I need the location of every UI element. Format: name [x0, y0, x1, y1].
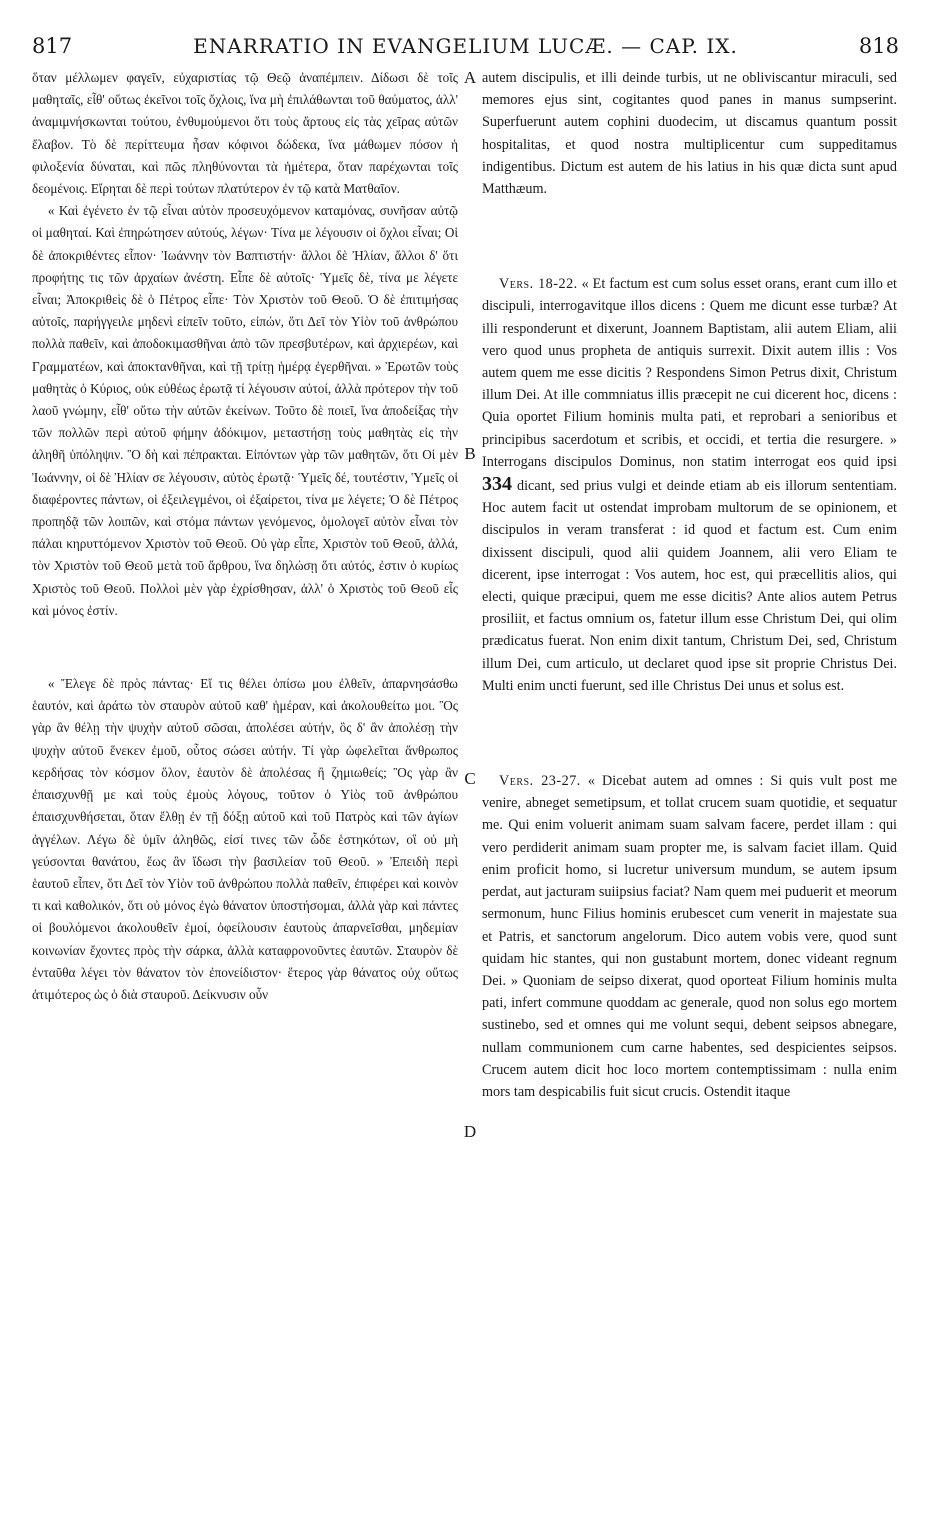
page-header — [0, 0, 931, 62]
column-number: 334 — [482, 473, 512, 496]
greek-paragraph-2: « Καὶ ἐγένετο ἐν τῷ εἶναι αὐτὸν προσευχόμενον καταμόνας, συνῆσαν αὐτῷ οἱ μαθηταί. Καὶ ἐπηρώτησεν αὐτούς, λέγων· Τίνα με λέγουσιν οἱ ὄχλοι εἶναι; Οἱ δὲ ἀποκριθέντες εἶπον· Ἰωάννην τὸν Βαπτιστήν· ἄλλοι δὲ Ἠλίαν, ἄλλοι δ' ὅτι προφήτης τις τῶν ἀρχαίων ἀνέστη. Εἶπε δὲ αὐτοῖς· Ὑμεῖς δὲ, τίνα με λέγετε εἶναι; Ἀποκριθεὶς δὲ ὁ Πέτρος εἶπε· Τὸν Χριστὸν τοῦ Θεοῦ. Ὁ δὲ ἐπιτιμήσας αὐτοῖς, παρήγγειλε μηδενὶ εἰπεῖν τοῦτο, εἰπών, ὅτι Δεῖ τὸν Υἱὸν τοῦ ἀνθρώπου πολλὰ παθεῖν, καὶ ἀποδοκιμασθῆναι ἀπὸ τῶν πρεσβυτέρων, καὶ ἀρχιερέων, καὶ Γραμματέων, καὶ ἀποκτανθῆναι, καὶ τῇ τρίτῃ ἡμέρᾳ ἐγερθῆναι. » Ἐρωτῶν τοὺς μαθητὰς ὁ Κύριος, οὐκ εὐθέως ἐρωτᾷ τί λέγουσιν αὐτοί, ἀλλὰ πρότερον τὴν τοῦ λαοῦ γνώμην, εἶθ' οὕτω τὴν αὐτῶν ἐκείνων. Τοῦτο δὲ ποιεῖ, ἵνα ἀποδείξας τὴν τῶν πολλῶν περὶ αὐτοῦ φήμην ἀδόκιμον, μεταστήσῃ τοὺς μαθητὰς εἰς τὴν ἀληθῆ ὑπόληψιν. Ὃ δὴ καὶ πέπρακται. Εἰπόντων γὰρ τῶν μαθητῶν, ὅτι Οἱ μὲν Ἰωάννην, οἱ δὲ Ἠλίαν σε λέγουσιν, αὐτὸς ἐρωτᾷ· Ὑμεῖς δέ, τουτέστιν, Ὑμεῖς οἱ διαφέροντες πάντων, οἱ ἐξειλεγμένοι, οἱ ἐξαίρετοι, τίνα με λέγετε; Ὁ δὲ Πέτρος προπηδᾷ τῶν λοιπῶν, καὶ στόμα πάντων γενόμενος, ὁμολογεῖ αὐτὸν εἶναι τὸν πάλαι κηρυττόμενον Χριστὸν τοῦ Θεοῦ. Οὐ γὰρ εἶπε, Χριστὸν τοῦ Θεοῦ, ἀλλά, τὸν Χριστὸν τοῦ Θεοῦ μετὰ τοῦ ἄρθρου, ἵνα δηλώσῃ ὅτι αὐτός, ἐστιν ὁ κυρίως Χριστὸς τοῦ Θεοῦ. Πολλοὶ μὲν γὰρ ἐχρίσθησαν, ἀλλ' ὁ Χριστὸς τοῦ Θεοῦ εἷς καὶ μόνος ἐστίν. — [32, 203, 458, 618]
margin-marker-b: B — [464, 444, 476, 463]
margin-marker-c: C — [464, 769, 476, 788]
latin-paragraph-3-text: « Dicebat autem ad omnes : Si quis vult post me venire, abneget semetipsum, et tollat crucem suam quotidie, et sequatur me. Qui enim voluerit animam suam salvam facere, perdet illam : qui vero perdiderit animam suam propter me, is salvam faciet illam. Quid enim proficit homo, si lucretur universum mundum, se autem ipsum perdat, aut jacturam suiipsius faciat? Nam quem mei puduerit et meorum sermonum, hunc Filius hominis erubescet cum venerit in majestate sua et Patris, et sanctorum angelorum. Dico autem vobis vere, quod sunt quidam hic stantes, qui non gustabunt mortem, donec videant regnum Dei. » Quoniam de seipso dixerat, quod oporteat Filium hominis multa pati, infert commune quoddam ac generale, quod non solus ego mortem sustinebo, sed et omnes qui me volunt sequi, debent seipsos abnegare, nullam communionem cum carne habentes, sed despicientes seipsos. Crucem autem dicit hoc loco mortem contemptissimam : nulla enim mors tam despicabilis fuit sicut crucis. Ostendit itaque — [482, 773, 897, 1100]
greek-column — [32, 67, 458, 1527]
latin-column — [482, 67, 897, 1527]
paragraph-gap — [482, 200, 897, 273]
verse-reference: Vers. 18-22. — [499, 276, 578, 293]
verse-reference: Vers. 23-27. — [499, 773, 581, 790]
latin-paragraph-2-text-a: « Et factum est cum solus esset orans, erant cum illo et discipuli, interrogavitque illos dicens : Quem me dicunt esse turbæ? At illi responderunt et dixerunt, Joannem Baptistam, alii autem Eliam, alii vero quod unus propheta de antiquis surrexit. Dixit autem illis : Vos autem quem me esse dicitis ? Respondens Simon Petrus dixit, Christum illum Dei. At ille commniatus illis præcepit ne cui dicerent hoc, dicens : Quia oportet Filium hominis multa pati, et reprobari a senioribus et principibus sacerdotum et scribis, et occidi, et tertia die resurgere. » Interrogans discipulos Dominus, non statim interrogat eos quid ipsi — [482, 276, 897, 470]
page-number-right: 818 — [858, 34, 899, 58]
latin-paragraph-2-text-b: dicant, sed prius vulgi et deinde etiam ab eis illorum sententiam. Hoc autem facit ut ostendat improbam multorum de se opinionem, et discipulos in veram transferat : id quod et factum est. Cum enim dixissent discipuli, quod alii quidem Joannem, alii vero Eliam te dicerent, ipse interrogat : Vos autem, hoc est, qui præcellitis alios, qui electi, quique præcipui, quem me esse dicitis? Ante alios autem Petrus prosiliit, et factus omnium os, fatetur illum esse Christum Dei, qui olim prædicatus fuerat. Non enim dixit tantum, Christum Dei, sed, Christum illum Dei, cum articulo, ut declaret quod ipse sit proprie Christus Dei. Multi enim uncti fuerunt, sed ille Christus Dei unus et solus est. — [482, 478, 897, 694]
latin-paragraph-2 — [482, 273, 897, 697]
greek-paragraph-1: ὅταν μέλλωμεν φαγεῖν, εὐχαριστίας τῷ Θεῷ ἀναπέμπειν. Δίδωσι δὲ τοῖς μαθηταῖς, εἶθ' οὕτως ἐκεῖνοι τοῖς ὄχλοις, ἵνα μὴ ἐπιλάθωνται τοῦ θαύματος, ἀλλ' ἀναμιμνήσκωνται τούτου, ἐνθυμούμενοι ὅτι τοὺς ἄρτους εἰς τὰς χεῖρας αὐτῶν ἔλαβον. Τὸ δὲ περίττευμα ἦσαν κόφινοι δώδεκα, ἵνα μάθωμεν πόσον ἡ φιλοξενία δύναται, καὶ πῶς πληθύνονται τὰ ἡμέτερα, ὅταν παρέχωνται τοῖς δεομένοις. Εἴρηται δὲ περὶ τούτων πλατύτερον ἐν τῷ κατὰ Ματθαῖον. — [32, 70, 458, 197]
paragraph-gap — [32, 622, 458, 673]
latin-paragraph-3 — [482, 770, 897, 1103]
latin-paragraph-1: autem discipulis, et illi deinde turbis, ut ne obliviscantur miraculi, sed memores ejus sint, cogitantes quod panes in manus sumpserint. Superfuerunt autem cophini duodecim, ut discamus quantum possit hospitalitas, et quod nostra multiplicentur cum suppeditamus indigentibus. Dictum est autem de his latius in his quæ dicta sunt apud Matthæum. — [482, 70, 897, 198]
margin-marker-d: D — [463, 1122, 477, 1141]
running-title: ENARRATIO IN EVANGELIUM LUCÆ. — CAP. IX. — [193, 34, 738, 58]
greek-paragraph-3: « Ἔλεγε δὲ πρὸς πάντας· Εἴ τις θέλει ὀπίσω μου ἐλθεῖν, ἀπαρνησάσθω ἑαυτόν, καὶ ἀράτω τὸν σταυρὸν αὐτοῦ καθ' ἡμέραν, καὶ ἀκολουθείτω μοι. Ὃς γὰρ ἂν θέλῃ τὴν ψυχὴν αὐτοῦ σῶσαι, ἀπολέσει αὐτήν, ὃς δ' ἂν ἀπολέσῃ τὴν ψυχὴν αὐτοῦ ἕνεκεν ἐμοῦ, οὗτος σώσει αὐτήν. Τί γὰρ ὠφελεῖται ἄνθρωπος κερδήσας τὸν κόσμον ὅλον, ἑαυτὸν δὲ ἀπολέσας ἢ ζημιωθείς; Ὃς γὰρ ἂν ἐπαισχυνθῇ με καὶ τοὺς ἐμοὺς λόγους, τοῦτον ὁ Υἱὸς τοῦ ἀνθρώπου ἐπαισχυνθήσεται, ὅταν ἔλθῃ ἐν τῇ δόξῃ αὐτοῦ καὶ τοῦ Πατρὸς καὶ τῶν ἁγίων ἀγγέλων. Λέγω δὲ ὑμῖν ἀληθῶς, εἰσί τινες τῶν ὧδε ἑστηκότων, οἳ οὐ μὴ γεύσονται θανάτου, ἕως ἂν ἴδωσι τὴν βασιλείαν τοῦ Θεοῦ. » Ἐπειδὴ περὶ ἑαυτοῦ εἶπεν, ὅτι Δεῖ τὸν Υἱὸν τοῦ ἀνθρώπου πολλὰ παθεῖν, ἐπιφέρει καὶ κοινὸν τι καὶ καθολικόν, ὅτι οὐ μόνος ἐγὼ θάνατον ὑποστήσομαι, ἀλλὰ γὰρ καὶ πάντες οἱ βουλόμενοι ἀκολουθεῖν ἐμοί, ὀφείλουσιν ἑαυτοὺς ἀπαρνεῖσθαι, μηδεμίαν κοινωνίαν ἔχοντες πρὸς τὴν σάρκα, ἀλλὰ καταφρονοῦντες ἑαυτῶν. Σταυρὸν δὲ ἐνταῦθα λέγει τὸν θάνατον τὸν ἐπονείδιστον· ἕτερος γὰρ θάνατος οὐχ οὕτως ἀτιμότερος ὡς ὁ διὰ σταυροῦ. Δείκνυσιν οὖν — [32, 676, 458, 1002]
margin-marker-a: A — [463, 68, 477, 87]
paragraph-gap — [482, 697, 897, 770]
page-number-left: 817 — [32, 34, 73, 58]
